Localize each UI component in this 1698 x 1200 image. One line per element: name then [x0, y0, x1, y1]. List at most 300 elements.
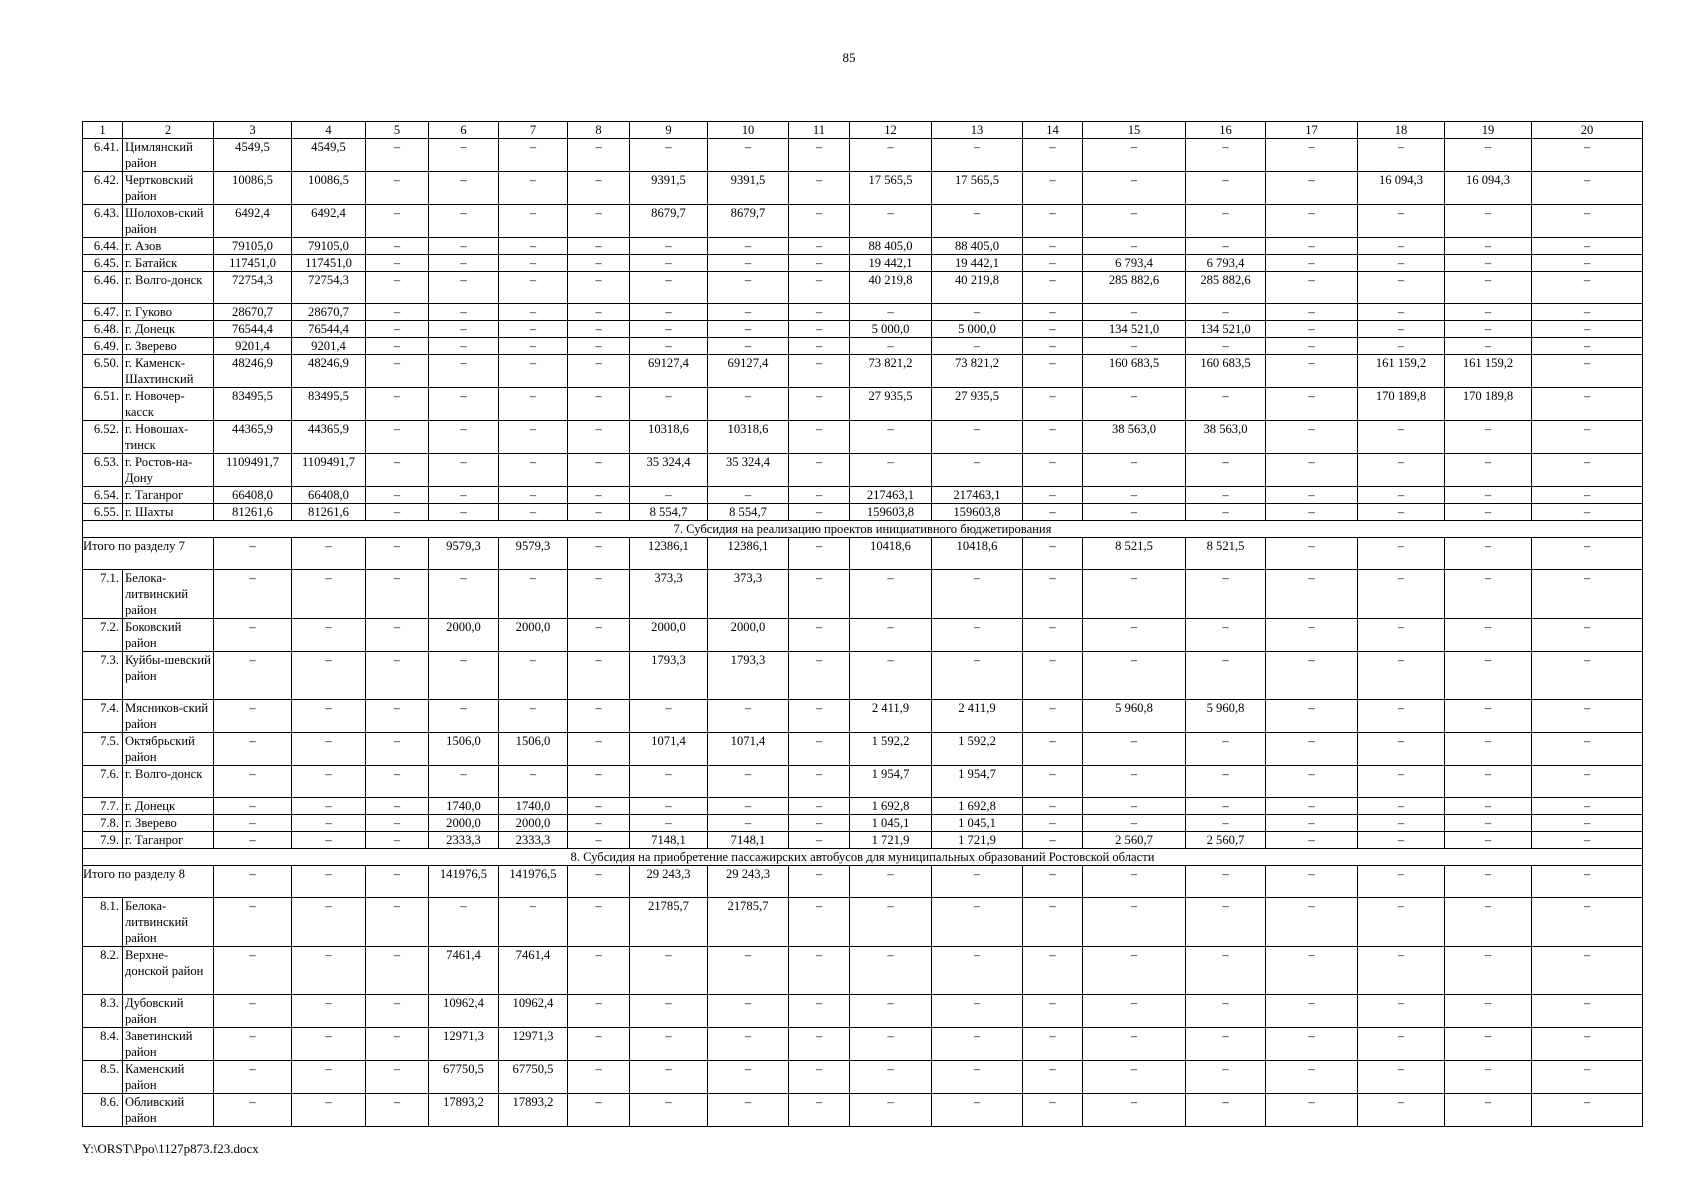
table-cell: –	[1532, 619, 1643, 652]
table-cell: –	[214, 832, 292, 849]
table-cell: 81261,6	[292, 504, 366, 521]
table-cell: –	[1358, 421, 1445, 454]
table-cell: –	[1023, 832, 1083, 849]
table-cell: –	[1186, 947, 1266, 995]
table-cell: 2 411,9	[932, 700, 1023, 733]
table-cell: –	[932, 1061, 1023, 1094]
row-number: 8.4.	[83, 1028, 123, 1061]
table-cell: –	[1358, 898, 1445, 947]
section-total-row	[83, 538, 1643, 570]
table-cell: –	[789, 766, 850, 798]
table-cell: 12971,3	[499, 1028, 568, 1061]
table-cell: –	[932, 304, 1023, 321]
table-cell: –	[366, 504, 429, 521]
table-cell: –	[708, 947, 789, 995]
table-cell: –	[499, 652, 568, 700]
table-cell: –	[1532, 139, 1643, 172]
table-cell: –	[499, 700, 568, 733]
table-cell: –	[429, 388, 499, 421]
table-cell: –	[789, 832, 850, 849]
table-row	[83, 255, 1643, 272]
table-cell: –	[366, 139, 429, 172]
table-cell: –	[214, 947, 292, 995]
column-number-header: 8	[568, 122, 630, 139]
table-cell: –	[568, 338, 630, 355]
table-cell: 79105,0	[214, 238, 292, 255]
table-cell: –	[789, 733, 850, 766]
table-cell: –	[1532, 172, 1643, 205]
table-cell: –	[568, 1094, 630, 1127]
table-cell: –	[1186, 388, 1266, 421]
table-cell: –	[850, 898, 932, 947]
table-cell: –	[292, 1028, 366, 1061]
table-cell: –	[932, 898, 1023, 947]
table-cell: –	[1023, 652, 1083, 700]
table-cell: 10418,6	[850, 538, 932, 570]
row-number: 6.42.	[83, 172, 123, 205]
table-cell: –	[1266, 504, 1358, 521]
table-cell: 48246,9	[214, 355, 292, 388]
table-cell: 10418,6	[932, 538, 1023, 570]
table-cell: –	[789, 570, 850, 619]
table-cell: –	[1358, 832, 1445, 849]
table-cell: –	[568, 995, 630, 1028]
table-cell: –	[932, 1094, 1023, 1127]
table-cell: 1109491,7	[214, 454, 292, 487]
table-cell: –	[214, 898, 292, 947]
table-cell: –	[789, 995, 850, 1028]
table-cell: –	[1083, 504, 1186, 521]
table-cell: –	[366, 898, 429, 947]
table-cell: –	[1358, 205, 1445, 238]
table-cell: 170 189,8	[1358, 388, 1445, 421]
row-number: 8.3.	[83, 995, 123, 1028]
table-cell: 38 563,0	[1083, 421, 1186, 454]
table-cell: –	[1445, 947, 1532, 995]
table-cell: –	[789, 421, 850, 454]
table-cell: 35 324,4	[630, 454, 708, 487]
table-cell: 160 683,5	[1186, 355, 1266, 388]
table-cell: –	[1532, 238, 1643, 255]
table-cell: –	[1266, 538, 1358, 570]
table-cell: –	[1083, 238, 1186, 255]
table-cell: –	[1023, 272, 1083, 304]
table-cell: 12971,3	[429, 1028, 499, 1061]
table-cell: 1 692,8	[850, 798, 932, 815]
table-cell: –	[499, 172, 568, 205]
municipality-name: Белока-литвинский район	[123, 898, 214, 947]
table-cell: –	[1532, 421, 1643, 454]
table-cell: –	[1358, 304, 1445, 321]
table-cell: –	[850, 995, 932, 1028]
table-cell: –	[789, 1061, 850, 1094]
municipality-name: Мясников-ский район	[123, 700, 214, 733]
table-cell: –	[1023, 421, 1083, 454]
table-cell: –	[429, 355, 499, 388]
table-cell: –	[1083, 866, 1186, 898]
table-cell: –	[292, 866, 366, 898]
table-cell: –	[1358, 454, 1445, 487]
table-row	[83, 1028, 1643, 1061]
table-cell: –	[789, 1094, 850, 1127]
table-cell: –	[1266, 139, 1358, 172]
table-cell: –	[708, 766, 789, 798]
table-cell: –	[1186, 1028, 1266, 1061]
table-cell: –	[850, 454, 932, 487]
table-cell: 9391,5	[630, 172, 708, 205]
table-cell: –	[292, 619, 366, 652]
table-cell: –	[1532, 321, 1643, 338]
table-cell: –	[499, 766, 568, 798]
table-cell: –	[568, 272, 630, 304]
table-cell: 38 563,0	[1186, 421, 1266, 454]
table-cell: –	[1023, 1028, 1083, 1061]
municipality-name: Белока-литвинский район	[123, 570, 214, 619]
table-cell: 66408,0	[214, 487, 292, 504]
table-header-row	[83, 122, 1643, 139]
table-cell: –	[1023, 570, 1083, 619]
table-cell: –	[568, 798, 630, 815]
table-cell: –	[568, 205, 630, 238]
table-cell: 161 159,2	[1358, 355, 1445, 388]
table-cell: 2 560,7	[1083, 832, 1186, 849]
table-cell: –	[214, 815, 292, 832]
table-cell: –	[630, 304, 708, 321]
table-row	[83, 832, 1643, 849]
table-cell: –	[1445, 995, 1532, 1028]
table-cell: –	[932, 454, 1023, 487]
table-cell: –	[429, 172, 499, 205]
table-cell: 76544,4	[214, 321, 292, 338]
table-cell: –	[1186, 995, 1266, 1028]
table-cell: –	[568, 388, 630, 421]
table-cell: –	[568, 898, 630, 947]
table-cell: –	[1532, 1094, 1643, 1127]
total-label: Итого по разделу 7	[83, 538, 214, 570]
table-cell: –	[1186, 338, 1266, 355]
table-row	[83, 733, 1643, 766]
table-cell: –	[429, 321, 499, 338]
table-cell: 6492,4	[292, 205, 366, 238]
table-cell: –	[1023, 255, 1083, 272]
table-cell: –	[366, 700, 429, 733]
table-row	[83, 272, 1643, 304]
table-cell: –	[568, 866, 630, 898]
table-cell: –	[708, 798, 789, 815]
table-cell: –	[499, 139, 568, 172]
table-cell: 1740,0	[499, 798, 568, 815]
table-cell: –	[789, 619, 850, 652]
table-row	[83, 1061, 1643, 1094]
table-cell: 1740,0	[429, 798, 499, 815]
table-cell: –	[1266, 238, 1358, 255]
table-row	[83, 1094, 1643, 1127]
table-cell: –	[1023, 619, 1083, 652]
table-cell: –	[789, 388, 850, 421]
table-cell: 1 592,2	[932, 733, 1023, 766]
table-cell: –	[1186, 304, 1266, 321]
table-cell: –	[429, 238, 499, 255]
row-number: 7.5.	[83, 733, 123, 766]
table-row	[83, 947, 1643, 995]
column-number-header: 9	[630, 122, 708, 139]
table-cell: –	[850, 1028, 932, 1061]
table-cell: 159603,8	[932, 504, 1023, 521]
table-row	[83, 487, 1643, 504]
table-cell: –	[429, 272, 499, 304]
table-cell: 16 094,3	[1358, 172, 1445, 205]
column-number-header: 18	[1358, 122, 1445, 139]
table-cell: 66408,0	[292, 487, 366, 504]
row-number: 7.1.	[83, 570, 123, 619]
table-cell: 5 000,0	[850, 321, 932, 338]
table-row	[83, 421, 1643, 454]
table-cell: –	[214, 995, 292, 1028]
table-cell: –	[789, 355, 850, 388]
table-cell: –	[789, 798, 850, 815]
table-cell: –	[630, 1094, 708, 1127]
table-cell: 72754,3	[214, 272, 292, 304]
table-cell: 10318,6	[708, 421, 789, 454]
table-cell: –	[932, 619, 1023, 652]
table-cell: –	[1445, 487, 1532, 504]
column-number-header: 4	[292, 122, 366, 139]
column-number-header: 3	[214, 122, 292, 139]
row-number: 6.41.	[83, 139, 123, 172]
table-cell: –	[932, 947, 1023, 995]
column-number-header: 1	[83, 122, 123, 139]
municipality-name: г. Зверево	[123, 815, 214, 832]
table-cell: –	[789, 898, 850, 947]
table-cell: –	[1445, 652, 1532, 700]
table-cell: –	[1358, 504, 1445, 521]
table-cell: –	[789, 272, 850, 304]
table-cell: –	[366, 1061, 429, 1094]
table-cell: –	[499, 272, 568, 304]
table-cell: –	[630, 947, 708, 995]
table-cell: –	[932, 139, 1023, 172]
table-cell: 160 683,5	[1083, 355, 1186, 388]
table-cell: 9201,4	[292, 338, 366, 355]
table-cell: –	[1358, 338, 1445, 355]
row-number: 6.46.	[83, 272, 123, 304]
table-cell: –	[1266, 815, 1358, 832]
table-cell: –	[1023, 733, 1083, 766]
table-cell: –	[1358, 733, 1445, 766]
table-cell: –	[789, 947, 850, 995]
table-cell: 17893,2	[499, 1094, 568, 1127]
table-cell: –	[366, 766, 429, 798]
table-cell: –	[1083, 172, 1186, 205]
table-cell: 21785,7	[630, 898, 708, 947]
municipality-name: Дубовский район	[123, 995, 214, 1028]
table-cell: –	[499, 487, 568, 504]
table-cell: –	[1445, 1094, 1532, 1127]
table-cell: 1793,3	[708, 652, 789, 700]
table-cell: –	[1532, 652, 1643, 700]
table-cell: –	[1445, 255, 1532, 272]
municipality-name: Боковский район	[123, 619, 214, 652]
table-cell: –	[1358, 815, 1445, 832]
table-cell: –	[932, 652, 1023, 700]
table-cell: –	[1186, 238, 1266, 255]
table-cell: –	[1266, 388, 1358, 421]
table-cell: 2 560,7	[1186, 832, 1266, 849]
table-cell: –	[366, 538, 429, 570]
row-number: 7.9.	[83, 832, 123, 849]
municipality-name: г. Волго-донск	[123, 272, 214, 304]
table-cell: –	[366, 272, 429, 304]
table-cell: –	[1445, 454, 1532, 487]
row-number: 6.50.	[83, 355, 123, 388]
table-row	[83, 619, 1643, 652]
table-cell: –	[1445, 1061, 1532, 1094]
table-cell: –	[366, 1028, 429, 1061]
table-cell: –	[1445, 866, 1532, 898]
table-cell: –	[932, 338, 1023, 355]
table-cell: –	[850, 652, 932, 700]
table-cell: –	[630, 815, 708, 832]
table-cell: –	[429, 700, 499, 733]
table-row	[83, 139, 1643, 172]
table-cell: –	[1023, 205, 1083, 238]
table-cell: –	[1083, 619, 1186, 652]
column-number-header: 10	[708, 122, 789, 139]
table-cell: –	[499, 338, 568, 355]
table-cell: –	[1358, 1028, 1445, 1061]
table-cell: –	[630, 388, 708, 421]
table-cell: 9579,3	[499, 538, 568, 570]
table-cell: –	[1266, 338, 1358, 355]
table-cell: 44365,9	[292, 421, 366, 454]
table-cell: –	[366, 995, 429, 1028]
table-cell: –	[1083, 947, 1186, 995]
table-cell: –	[630, 139, 708, 172]
table-cell: –	[1532, 304, 1643, 321]
table-cell: –	[1445, 733, 1532, 766]
table-cell: –	[1358, 1061, 1445, 1094]
table-cell: 44365,9	[214, 421, 292, 454]
table-cell: –	[1445, 238, 1532, 255]
column-number-header: 20	[1532, 122, 1643, 139]
municipality-name: г. Шахты	[123, 504, 214, 521]
table-cell: 1793,3	[630, 652, 708, 700]
table-cell: –	[499, 304, 568, 321]
row-number: 7.2.	[83, 619, 123, 652]
table-cell: –	[568, 487, 630, 504]
table-cell: 83495,5	[292, 388, 366, 421]
table-cell: –	[292, 733, 366, 766]
table-cell: –	[214, 1061, 292, 1094]
table-cell: –	[214, 866, 292, 898]
table-row	[83, 652, 1643, 700]
table-cell: 8679,7	[630, 205, 708, 238]
table-cell: 6492,4	[214, 205, 292, 238]
table-cell: 81261,6	[214, 504, 292, 521]
table-cell: –	[708, 487, 789, 504]
table-cell: –	[630, 798, 708, 815]
table-cell: –	[499, 321, 568, 338]
table-cell: –	[1266, 272, 1358, 304]
table-cell: –	[1532, 454, 1643, 487]
table-cell: –	[1445, 205, 1532, 238]
table-cell: –	[292, 832, 366, 849]
table-cell: –	[708, 1061, 789, 1094]
table-cell: –	[789, 255, 850, 272]
table-cell: –	[1358, 652, 1445, 700]
table-cell: 1 721,9	[850, 832, 932, 849]
table-cell: –	[1266, 321, 1358, 338]
table-cell: –	[292, 538, 366, 570]
table-cell: –	[630, 238, 708, 255]
table-cell: –	[366, 947, 429, 995]
table-cell: 1071,4	[630, 733, 708, 766]
table-cell: 17893,2	[429, 1094, 499, 1127]
table-cell: –	[1186, 733, 1266, 766]
table-cell: 2000,0	[499, 815, 568, 832]
table-cell: –	[1266, 355, 1358, 388]
table-cell: –	[1445, 766, 1532, 798]
table-cell: –	[214, 700, 292, 733]
table-cell: –	[1358, 139, 1445, 172]
table-cell: –	[568, 255, 630, 272]
table-cell: –	[568, 1028, 630, 1061]
table-cell: –	[1266, 487, 1358, 504]
table-cell: –	[708, 304, 789, 321]
table-row	[83, 766, 1643, 798]
table-cell: –	[708, 1094, 789, 1127]
municipality-name: Цимлянский район	[123, 139, 214, 172]
table-row	[83, 454, 1643, 487]
table-row	[83, 304, 1643, 321]
table-cell: –	[366, 652, 429, 700]
table-cell: –	[1532, 388, 1643, 421]
table-cell: –	[1023, 504, 1083, 521]
table-cell: –	[366, 798, 429, 815]
table-cell: –	[1358, 255, 1445, 272]
table-cell: –	[214, 570, 292, 619]
table-cell: –	[1266, 454, 1358, 487]
table-cell: –	[850, 421, 932, 454]
table-cell: –	[1445, 338, 1532, 355]
table-cell: 69127,4	[630, 355, 708, 388]
municipality-name: г. Зверево	[123, 338, 214, 355]
table-cell: –	[1445, 304, 1532, 321]
table-cell: –	[1083, 454, 1186, 487]
table-cell: –	[366, 321, 429, 338]
table-cell: 285 882,6	[1186, 272, 1266, 304]
table-cell: –	[499, 504, 568, 521]
table-row	[83, 172, 1643, 205]
table-cell: 28670,7	[214, 304, 292, 321]
section-title: 8. Субсидия на приобретение пассажирских автобусов для муниципальных образований Ростовской области	[83, 849, 1643, 866]
table-cell: –	[568, 947, 630, 995]
table-cell: –	[366, 205, 429, 238]
table-cell: –	[568, 652, 630, 700]
table-cell: –	[1083, 570, 1186, 619]
municipality-name: г. Донецк	[123, 321, 214, 338]
table-cell: 12386,1	[630, 538, 708, 570]
table-cell: –	[708, 388, 789, 421]
table-cell: –	[429, 487, 499, 504]
table-cell: 170 189,8	[1445, 388, 1532, 421]
table-cell: –	[1266, 898, 1358, 947]
table-cell: 10086,5	[292, 172, 366, 205]
row-number: 8.6.	[83, 1094, 123, 1127]
table-cell: –	[1445, 832, 1532, 849]
table-cell: 217463,1	[932, 487, 1023, 504]
table-cell: –	[1186, 454, 1266, 487]
